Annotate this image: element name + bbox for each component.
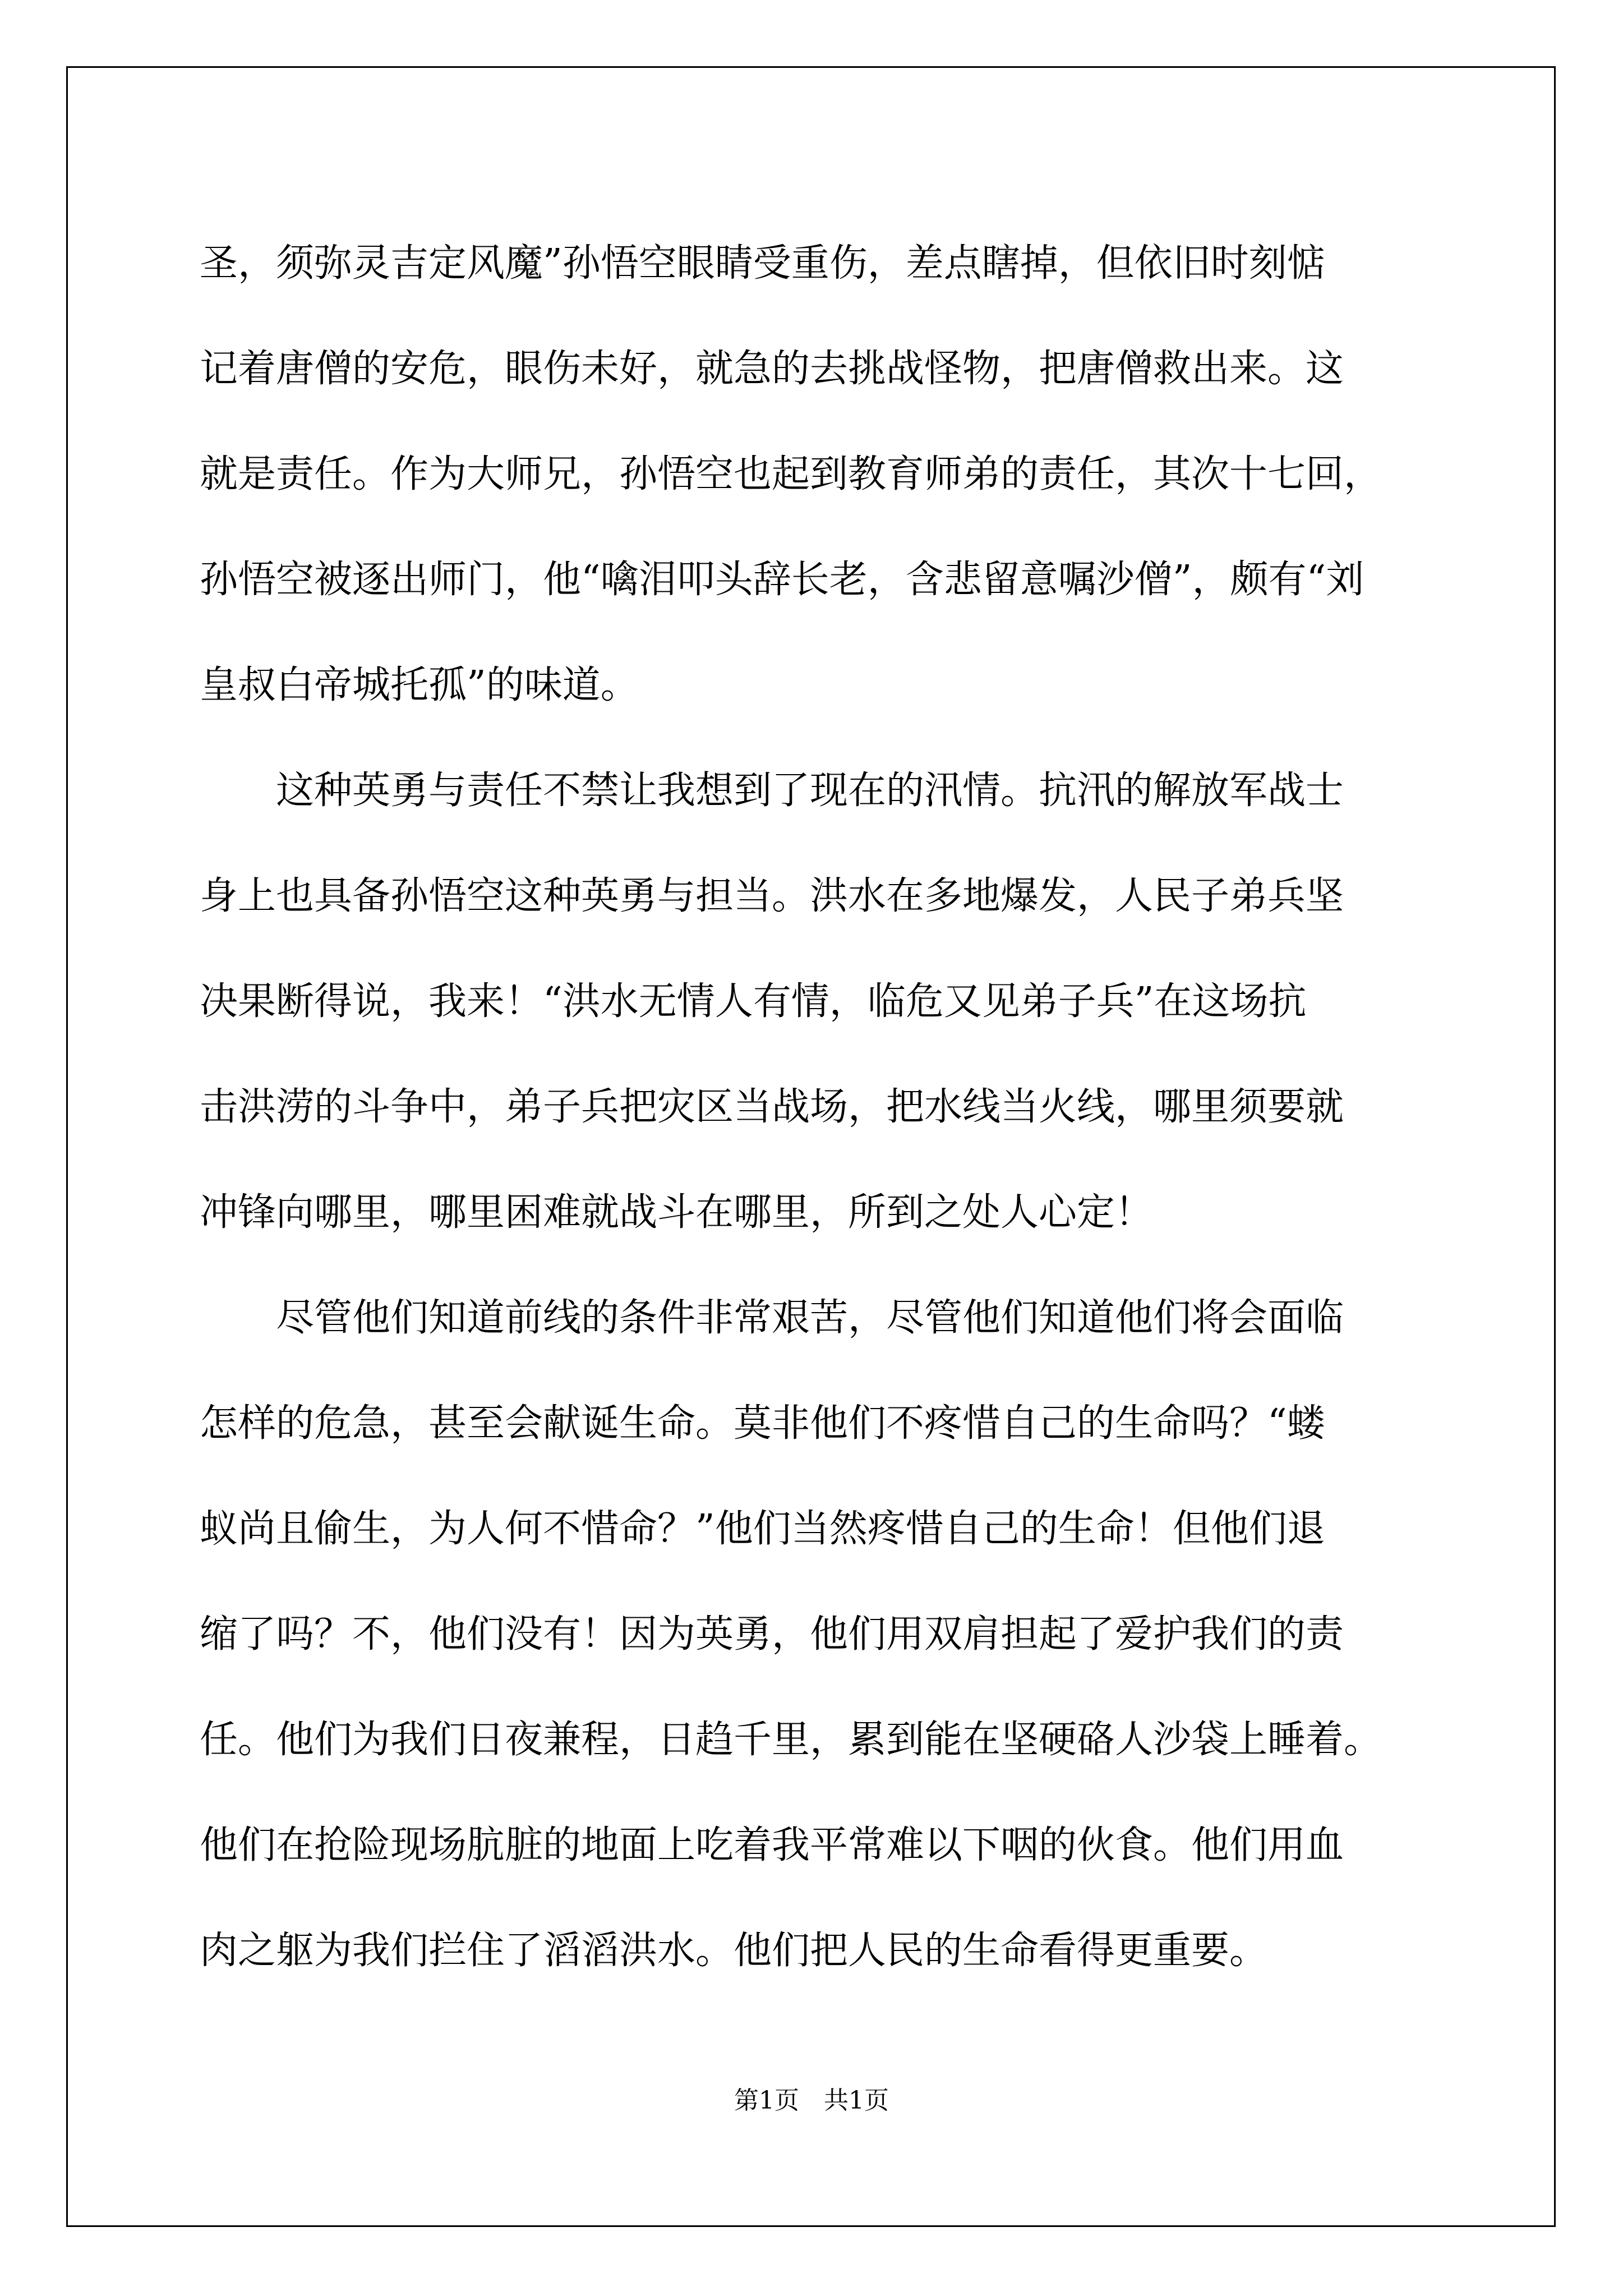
text-line: 尽管他们知道前线的条件非常艰苦，尽管他们知道他们将会面临 — [200, 1296, 1344, 1340]
text-line: 决果断得说，我来！“洪水无情人有情，临危又见弟子兵”在这场抗 — [200, 979, 1307, 1024]
page-footer: 第1页 共1页 — [734, 2086, 889, 2115]
text-line: 缩了吗？不，他们没有！因为英勇，他们用双肩担起了爱护我们的责 — [200, 1612, 1344, 1657]
text-line: 圣，须弥灵吉定风魔”孙悟空眼睛受重伤，差点瞎掉，但依旧时刻惦 — [200, 241, 1325, 286]
text-line: 任。他们为我们日夜兼程，日趋千里，累到能在坚硬硌人沙袋上睡着。 — [200, 1718, 1382, 1762]
document-body — [200, 211, 1433, 2004]
text-line: 身上也具备孙悟空这种英勇与担当。洪水在多地爆发，人民子弟兵坚 — [200, 874, 1344, 918]
text-line: 孙悟空被逐出师门，他“噙泪叩头辞长老，含悲留意嘱沙僧”，颇有“刘 — [200, 558, 1364, 602]
text-line: 怎样的危急，甚至会献诞生命。莫非他们不疼惜自己的生命吗？“蝼 — [200, 1401, 1325, 1446]
text-line: 皇叔白帝城托孤”的味道。 — [200, 663, 639, 707]
text-line: 就是责任。作为大师兄，孙悟空也起到教育师弟的责任，其次十七回， — [200, 452, 1382, 496]
text-line: 记着唐僧的安危，眼伤未好，就急的去挑战怪物，把唐僧救出来。这 — [200, 347, 1344, 391]
text-line: 他们在抢险现场肮脏的地面上吃着我平常难以下咽的伙食。他们用血 — [200, 1823, 1344, 1867]
text-line: 蚁尚且偷生，为人何不惜命？”他们当然疼惜自己的生命！但他们退 — [200, 1507, 1325, 1551]
text-line: 击洪涝的斗争中，弟子兵把灾区当战场，把水线当火线，哪里须要就 — [200, 1085, 1344, 1129]
text-line: 肉之躯为我们拦住了滔滔洪水。他们把人民的生命看得更重要。 — [200, 1929, 1268, 1973]
text-line: 这种英勇与责任不禁让我想到了现在的汛情。抗汛的解放军战士 — [200, 769, 1344, 813]
text-line: 冲锋向哪里，哪里困难就战斗在哪里，所到之处人心定！ — [200, 1190, 1154, 1235]
